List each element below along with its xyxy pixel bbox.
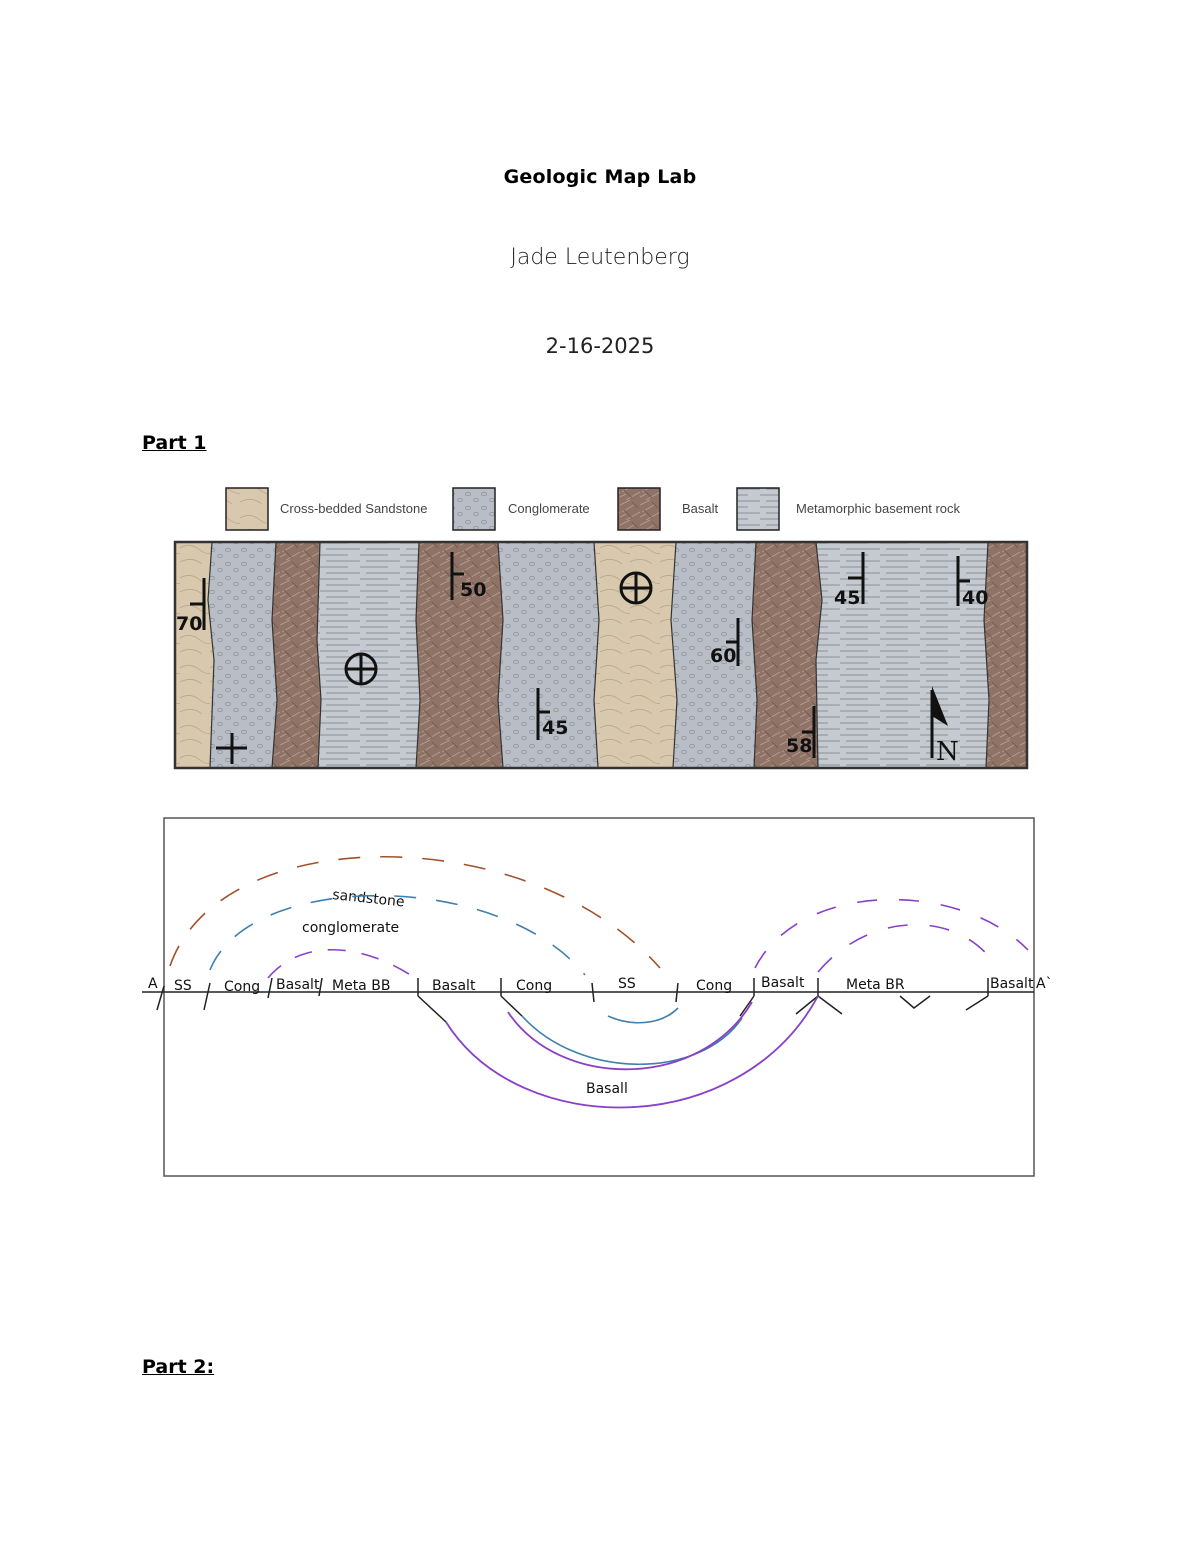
- unit-label: Basalt: [990, 976, 1034, 992]
- conglomerate-swatch: [453, 488, 495, 530]
- unit-label: Cong: [224, 979, 261, 995]
- unit-label: Basalt: [276, 977, 320, 993]
- basalt-syncline-outer-curve: [446, 996, 818, 1107]
- part-1-heading: Part 1: [142, 432, 207, 454]
- sandstone-fold-curve: [170, 857, 660, 968]
- unit-label: Basalt: [432, 978, 476, 994]
- unit-label: Cong: [516, 978, 553, 994]
- legend-item-metamorphic: [737, 488, 961, 530]
- dip-label-50: 50: [460, 579, 487, 601]
- document-date: 2-16-2025: [545, 334, 655, 358]
- legend-label-metamorphic: Metamorphic basement rock: [796, 501, 961, 516]
- horizontal-bed-icon: [346, 654, 376, 684]
- map-unit-basalt-1: [272, 542, 321, 768]
- metamorphic-swatch: [737, 488, 779, 530]
- cross-section-frame: [164, 818, 1034, 1176]
- basalt-curve-label: Basall: [586, 1081, 628, 1097]
- dip-label-45b: 45: [834, 587, 861, 609]
- cross-section: [142, 818, 1053, 1176]
- sandstone-syncline-curve: [608, 1008, 678, 1023]
- map-unit-sandstone-1: [175, 542, 214, 768]
- legend-label-sandstone: Cross-bedded Sandstone: [280, 501, 428, 516]
- section-end-left: A: [148, 976, 158, 992]
- unit-label: Basalt: [761, 975, 805, 991]
- basalt-fold-curve-left: [268, 950, 418, 980]
- dip-label-40: 40: [962, 587, 989, 609]
- map-unit-conglomerate-1: [208, 542, 277, 768]
- sandstone-curve-label: sandstone: [331, 887, 406, 911]
- basalt-fold-curve-right-inner: [818, 925, 996, 972]
- map-unit-basalt-4: [984, 542, 1027, 768]
- sandstone-swatch: [226, 488, 268, 530]
- legend-item-basalt: [618, 488, 719, 530]
- basalt-fold-curve-right-outer: [755, 900, 1028, 968]
- dip-label-45: 45: [542, 717, 569, 739]
- unit-label: Cong: [696, 978, 733, 994]
- map-unit-metamorphic-2: [816, 542, 989, 768]
- unit-label: Meta BR: [846, 977, 905, 993]
- basalt-swatch: [618, 488, 660, 530]
- dip-label-58: 58: [786, 735, 813, 757]
- conglomerate-curve-label: conglomerate: [302, 920, 400, 936]
- author-name: Jade Leutenberg: [510, 245, 690, 270]
- legend-item-sandstone: [226, 488, 427, 530]
- horizontal-bed-icon: [621, 573, 651, 603]
- legend-label-conglomerate: Conglomerate: [508, 501, 590, 516]
- dip-label-70: 70: [176, 613, 203, 635]
- legend-label-basalt: Basalt: [682, 501, 719, 516]
- north-label: N: [936, 737, 959, 767]
- map-legend: [226, 488, 961, 530]
- unit-label: SS: [174, 978, 192, 994]
- part-2-heading: Part 2:: [142, 1356, 215, 1378]
- geologic-map: [175, 542, 1027, 768]
- document-title: Geologic Map Lab: [503, 166, 697, 188]
- unit-label: Meta BB: [332, 978, 391, 994]
- section-end-right: A`: [1036, 976, 1053, 992]
- legend-item-conglomerate: [453, 488, 590, 530]
- unit-label: SS: [618, 976, 636, 992]
- map-unit-basalt-2: [416, 542, 503, 768]
- dip-label-60: 60: [710, 645, 737, 667]
